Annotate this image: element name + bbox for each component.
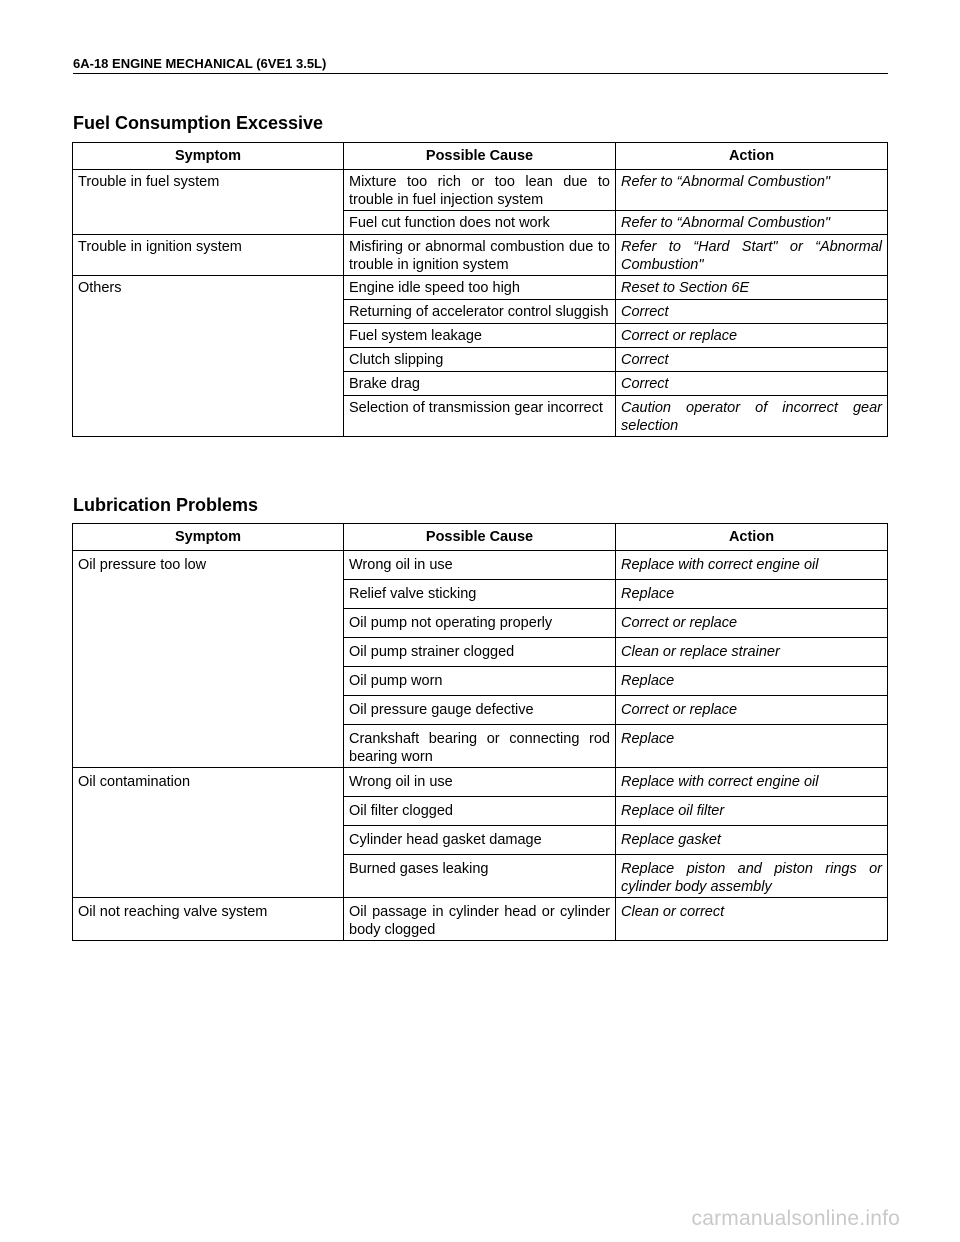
action-cell: Correct [616,300,888,324]
cause-cell: Selection of transmission gear incorrect [344,396,616,437]
action-cell: Refer to “Abnormal Combustion" [616,211,888,235]
action-cell: Clean or replace strainer [616,638,888,667]
table-row [73,235,888,276]
action-cell: Replace [616,667,888,696]
column-header-cause: Possible Cause [344,143,616,170]
action-cell: Correct or replace [616,696,888,725]
cause-cell: Oil pump strainer clogged [344,638,616,667]
action-cell: Replace gasket [616,826,888,855]
column-header-symptom: Symptom [73,524,344,551]
cause-cell: Mixture too rich or too lean due to trouble in fuel injection system [344,170,616,211]
column-header-symptom: Symptom [73,143,344,170]
action-cell: Replace with correct engine oil [616,551,888,580]
cause-cell: Relief valve sticking [344,580,616,609]
action-cell: Caution operator of incorrect gear selection [616,396,888,437]
action-cell: Replace [616,725,888,768]
fuel-table-body [73,170,888,437]
cause-cell: Fuel cut function does not work [344,211,616,235]
symptom-cell: Oil not reaching valve system [73,898,344,941]
cause-cell: Oil pump not operating properly [344,609,616,638]
action-cell: Refer to “Hard Start" or “Abnormal Combustion" [616,235,888,276]
cause-cell: Oil passage in cylinder head or cylinder body clogged [344,898,616,941]
table-row [73,768,888,797]
action-cell: Refer to “Abnormal Combustion" [616,170,888,211]
action-cell: Correct [616,372,888,396]
column-header-action: Action [616,143,888,170]
cause-cell: Misfiring or abnormal combustion due to trouble in ignition system [344,235,616,276]
cause-cell: Fuel system leakage [344,324,616,348]
lube-table-body [73,551,888,941]
action-cell: Replace piston and piston rings or cylinder body assembly [616,855,888,898]
fuel-consumption-table [72,142,888,437]
table-row [73,551,888,580]
table-header-row [73,143,888,170]
action-cell: Clean or correct [616,898,888,941]
table-header-row [73,524,888,551]
table-row [73,170,888,211]
cause-cell: Burned gases leaking [344,855,616,898]
cause-cell: Wrong oil in use [344,768,616,797]
action-cell: Replace with correct engine oil [616,768,888,797]
action-cell: Correct [616,348,888,372]
cause-cell: Engine idle speed too high [344,276,616,300]
cause-cell: Oil pump worn [344,667,616,696]
lubrication-table [72,523,888,941]
symptom-cell: Trouble in fuel system [73,170,344,235]
watermark-text: carmanualsonline.info [691,1207,900,1230]
cause-cell: Clutch slipping [344,348,616,372]
action-cell: Correct or replace [616,609,888,638]
table-row [73,276,888,300]
cause-cell: Returning of accelerator control sluggish [344,300,616,324]
section-title-fuel-consumption: Fuel Consumption Excessive [73,113,324,133]
column-header-cause: Possible Cause [344,524,616,551]
cause-cell: Crankshaft bearing or connecting rod bearing worn [344,725,616,768]
cause-cell: Brake drag [344,372,616,396]
cause-cell: Cylinder head gasket damage [344,826,616,855]
page-header: 6A-18 ENGINE MECHANICAL (6VE1 3.5L) [73,56,888,74]
cause-cell: Wrong oil in use [344,551,616,580]
table-row [73,898,888,941]
action-cell: Replace [616,580,888,609]
cause-cell: Oil pressure gauge defective [344,696,616,725]
cause-cell: Oil filter clogged [344,797,616,826]
action-cell: Replace oil filter [616,797,888,826]
column-header-action: Action [616,524,888,551]
symptom-cell: Others [73,276,344,437]
symptom-cell: Oil contamination [73,768,344,898]
symptom-cell: Trouble in ignition system [73,235,344,276]
action-cell: Reset to Section 6E [616,276,888,300]
symptom-cell: Oil pressure too low [73,551,344,768]
section-title-lubrication: Lubrication Problems [73,495,259,515]
action-cell: Correct or replace [616,324,888,348]
